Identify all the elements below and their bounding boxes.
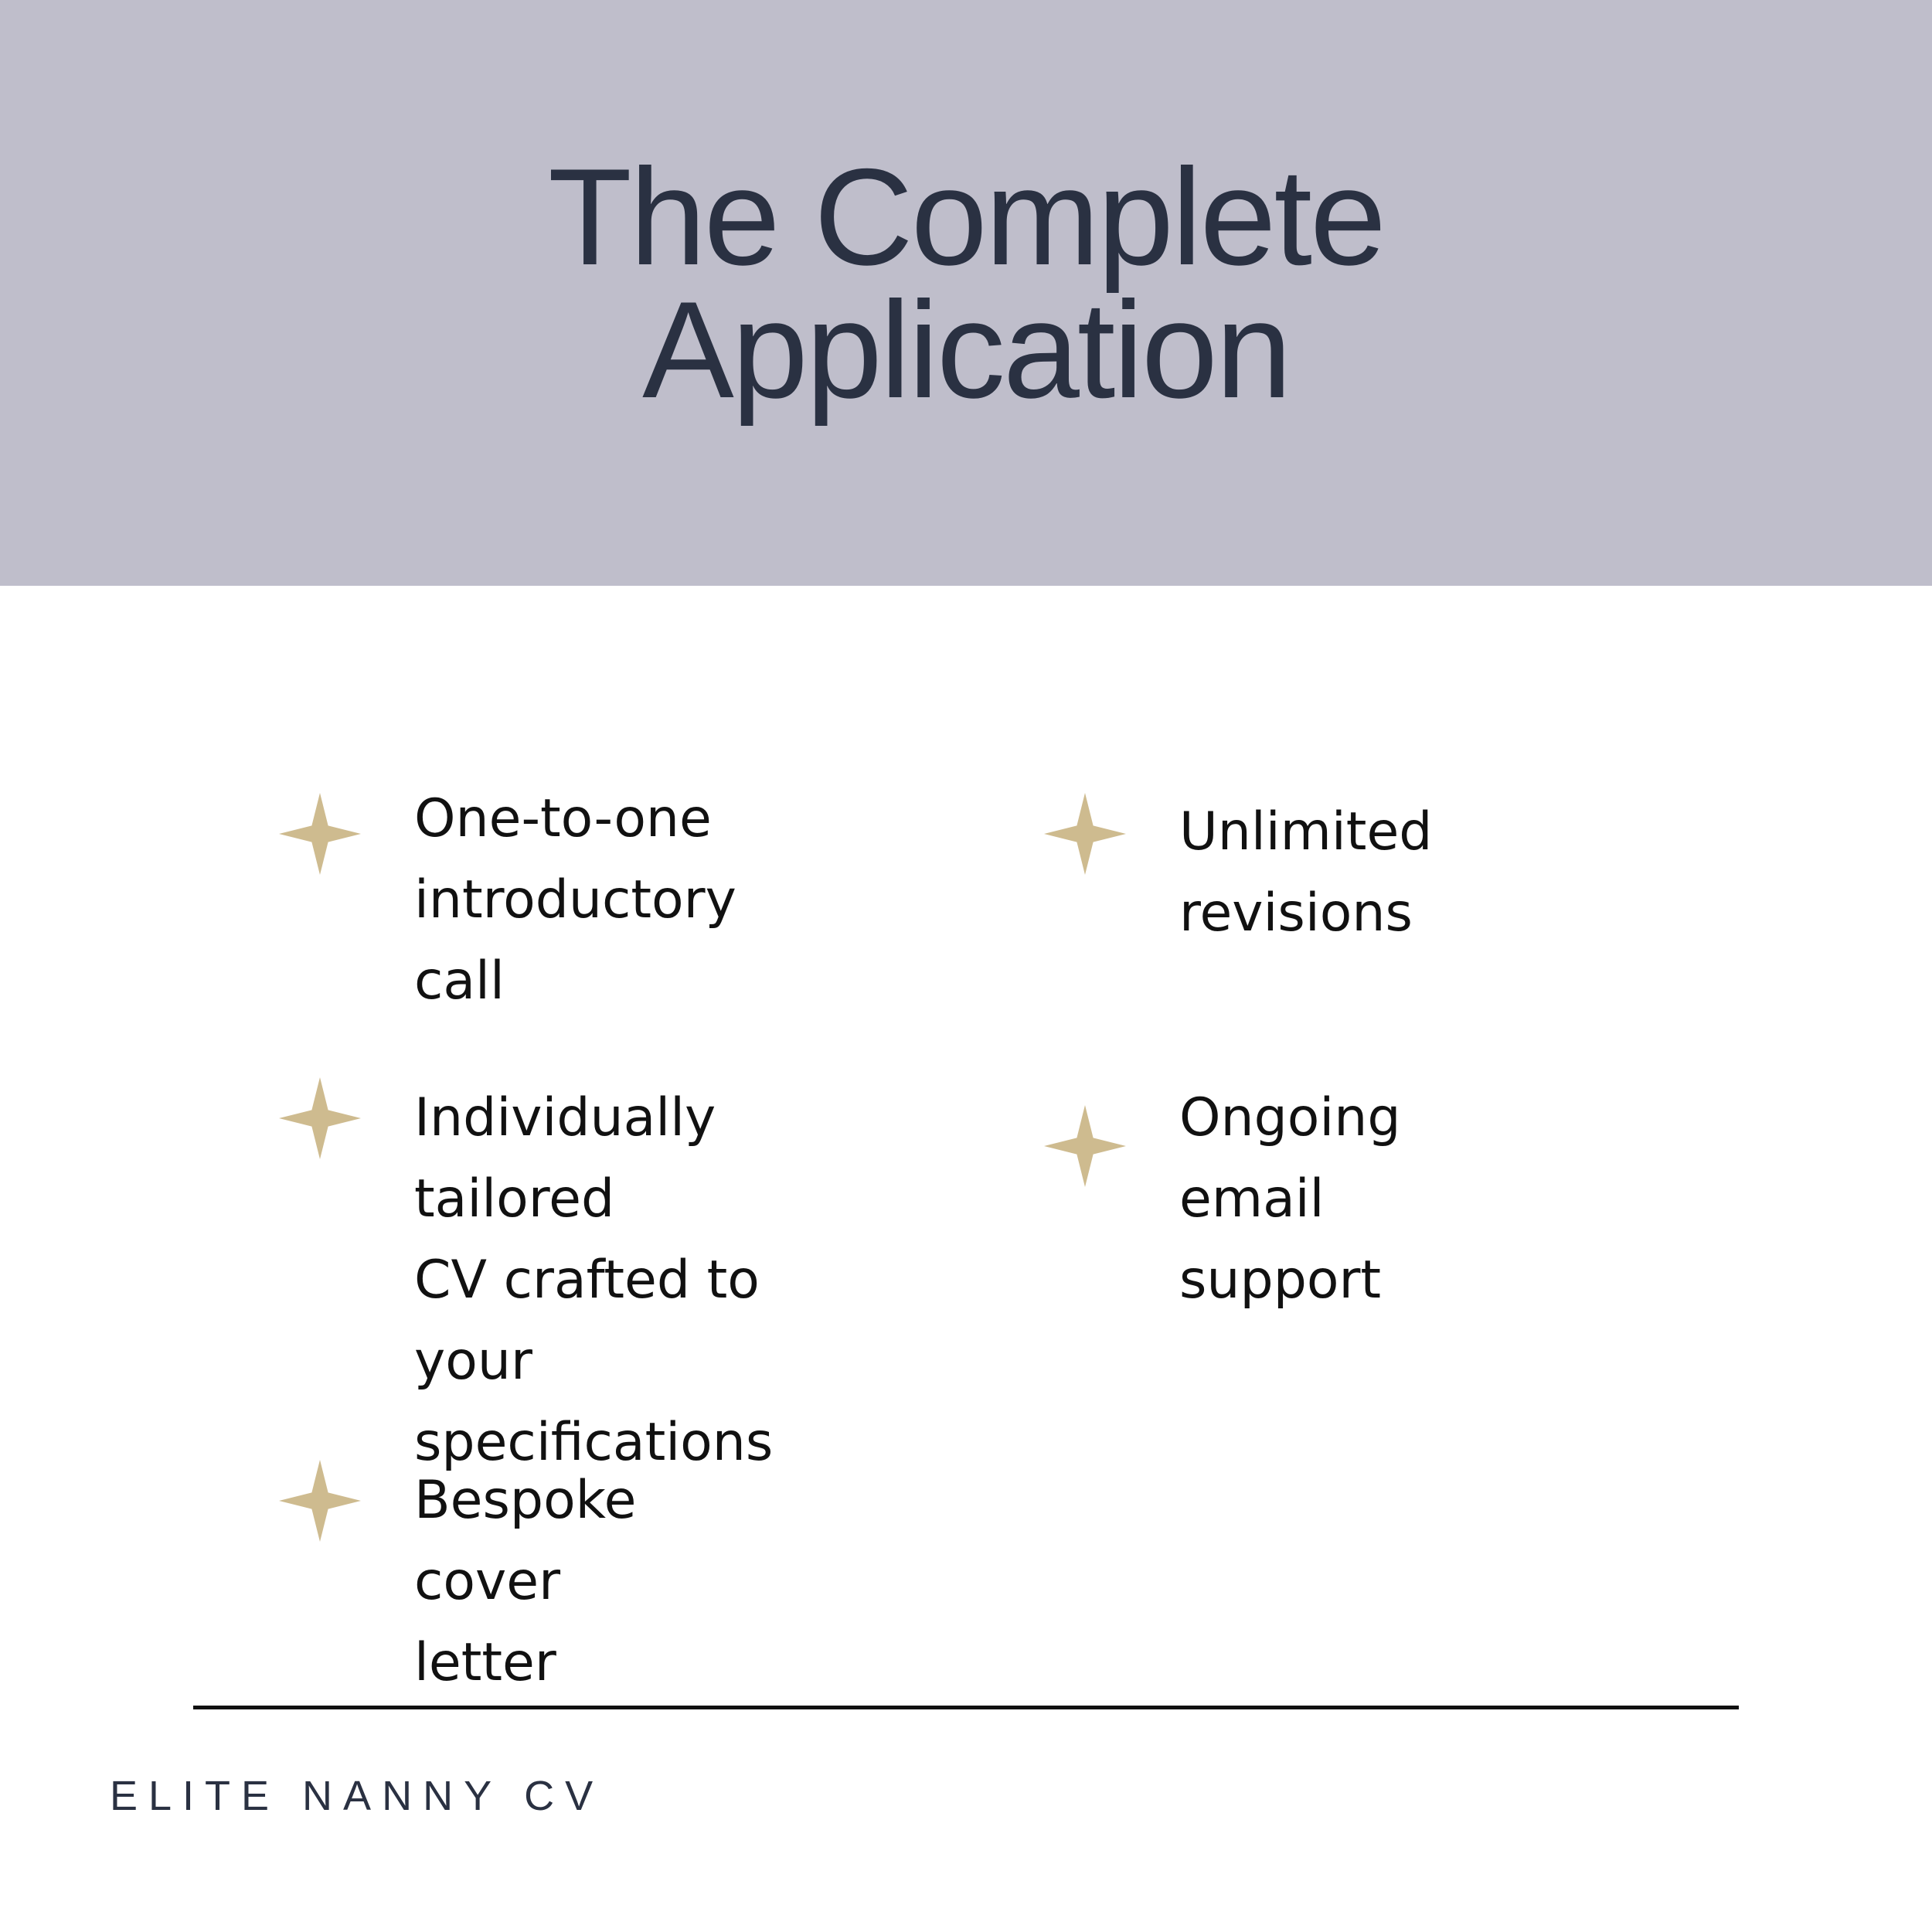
- four-point-star-icon: [1044, 793, 1126, 875]
- brand-name: ELITE NANNY CV: [110, 1773, 604, 1819]
- four-point-star-icon: [279, 1077, 361, 1159]
- four-point-star-icon: [1044, 1105, 1126, 1187]
- feature-label: Individually tailored CV crafted to your specifications: [414, 1087, 774, 1473]
- feature-label: Ongoing email support: [1179, 1087, 1401, 1311]
- four-point-star-icon: [279, 793, 361, 875]
- header-banner: [0, 0, 1932, 586]
- divider: [193, 1706, 1739, 1709]
- page-title: The Complete Application: [548, 140, 1384, 427]
- feature-label: Bespoke cover letter: [414, 1470, 637, 1693]
- feature-label: One-to-one introductory call: [414, 788, 736, 1012]
- four-point-star-icon: [279, 1460, 361, 1542]
- feature-label: Unlimited revisions: [1179, 801, 1433, 944]
